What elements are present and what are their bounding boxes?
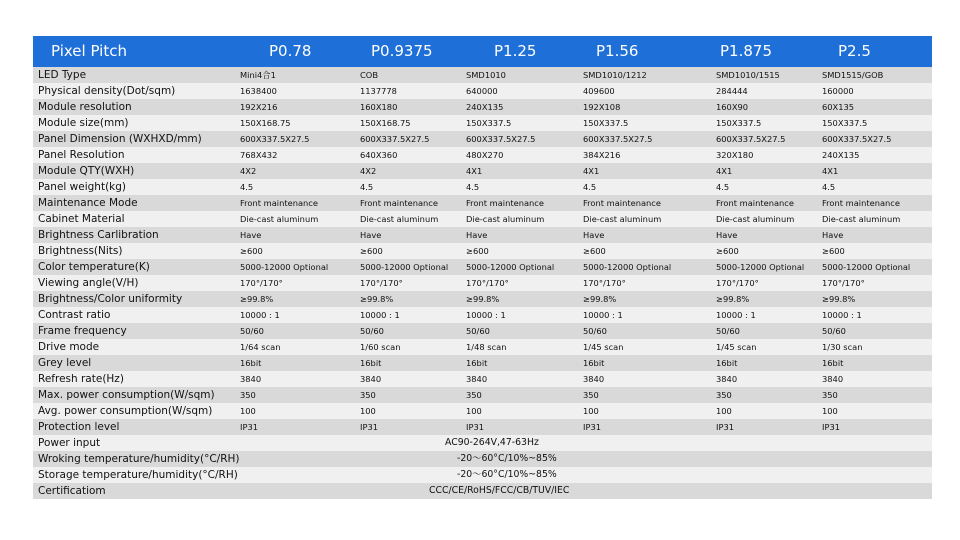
cell-value: IP31	[583, 422, 602, 432]
table-row	[33, 291, 932, 307]
cell-value: 170°/170°	[716, 278, 759, 288]
row-label: Refresh rate(Hz)	[38, 373, 124, 385]
cell-value: 384X216	[583, 150, 621, 160]
cell-value: 240X135	[822, 150, 860, 160]
table-row	[33, 419, 932, 435]
cell-value: Front maintenance	[822, 198, 900, 208]
cell-value: ≥99.8%	[360, 294, 394, 304]
cell-value: 3840	[466, 374, 488, 384]
cell-value: 4X2	[240, 166, 257, 176]
cell-value: 170°/170°	[360, 278, 403, 288]
table-row	[33, 323, 932, 339]
table-row	[33, 387, 932, 403]
cell-value: 4.5	[822, 182, 836, 192]
cell-value: 4.5	[583, 182, 597, 192]
row-label: Module size(mm)	[38, 117, 129, 129]
cell-value: 50/60	[583, 326, 607, 336]
cell-value: Front maintenance	[466, 198, 544, 208]
table-row	[33, 179, 932, 195]
cell-value: 60X135	[822, 102, 855, 112]
cell-value: SMD1010/1515	[716, 70, 780, 80]
cell-value: Front maintenance	[360, 198, 438, 208]
cell-value: IP31	[466, 422, 485, 432]
row-label: Power input	[38, 437, 101, 449]
cell-value: 170°/170°	[822, 278, 865, 288]
cell-value: Front maintenance	[583, 198, 661, 208]
spec-table	[33, 36, 932, 499]
row-label: Maintenance Mode	[38, 197, 138, 209]
cell-value: Front maintenance	[716, 198, 794, 208]
cell-value: SMD1010/1212	[583, 70, 647, 80]
cell-value: 350	[360, 390, 376, 400]
table-row-merged	[33, 483, 932, 499]
cell-value: 600X337.5X27.5	[360, 134, 430, 144]
table-row	[33, 131, 932, 147]
cell-value: 16bit	[822, 358, 844, 368]
cell-value: ≥99.8%	[822, 294, 856, 304]
cell-value: 4.5	[240, 182, 254, 192]
cell-value: 16bit	[360, 358, 382, 368]
cell-value: 350	[240, 390, 256, 400]
cell-value: Die-cast aluminum	[822, 214, 901, 224]
row-label: Panel Resolution	[38, 149, 125, 161]
cell-value: 350	[466, 390, 482, 400]
cell-value: 100	[466, 406, 482, 416]
table-row	[33, 307, 932, 323]
cell-value: 10000 : 1	[240, 310, 280, 320]
table-row	[33, 227, 932, 243]
cell-value: Die-cast aluminum	[360, 214, 439, 224]
cell-value: Have	[822, 230, 844, 240]
cell-value: 192X216	[240, 102, 278, 112]
cell-value: 10000 : 1	[822, 310, 862, 320]
cell-value: 320X180	[716, 150, 754, 160]
cell-value: 3840	[360, 374, 382, 384]
cell-value: 170°/170°	[583, 278, 626, 288]
cell-value: Die-cast aluminum	[716, 214, 795, 224]
row-label: Grey level	[38, 357, 92, 369]
cell-value: 100	[583, 406, 599, 416]
cell-value: 160000	[822, 86, 854, 96]
cell-value: 192X108	[583, 102, 621, 112]
cell-value: ≥600	[466, 246, 489, 256]
row-label: Brightness(Nits)	[38, 245, 123, 257]
row-label: Cabinet Material	[38, 213, 125, 225]
table-row	[33, 403, 932, 419]
merged-value: -20～60°C/10%~85%	[457, 453, 557, 464]
cell-value: 50/60	[822, 326, 846, 336]
cell-value: Front maintenance	[240, 198, 318, 208]
cell-value: 240X135	[466, 102, 504, 112]
cell-value: 600X337.5X27.5	[240, 134, 310, 144]
cell-value: IP31	[360, 422, 379, 432]
row-label: Physical density(Dot/sqm)	[38, 85, 176, 97]
table-row	[33, 195, 932, 211]
cell-value: 1/48 scan	[466, 342, 507, 352]
row-label: Module QTY(WXH)	[38, 165, 135, 177]
cell-value: 16bit	[240, 358, 262, 368]
row-label: Drive mode	[38, 341, 100, 353]
header-pitch-6: P2.5	[838, 42, 871, 60]
row-label: Frame frequency	[38, 325, 127, 337]
cell-value: 5000-12000 Optional	[583, 262, 672, 272]
table-row-merged	[33, 451, 932, 467]
table-row	[33, 243, 932, 259]
cell-value: 5000-12000 Optional	[466, 262, 555, 272]
cell-value: Have	[240, 230, 262, 240]
row-label: Contrast ratio	[38, 309, 111, 321]
cell-value: 100	[360, 406, 376, 416]
row-label: Panel Dimension (WXHXD/mm)	[38, 133, 202, 145]
header-pitch-1: P0.78	[269, 42, 312, 60]
table-row	[33, 67, 932, 83]
row-label: Color temperature(K)	[38, 261, 150, 273]
cell-value: 170°/170°	[240, 278, 283, 288]
cell-value: Die-cast aluminum	[583, 214, 662, 224]
cell-value: 4.5	[466, 182, 480, 192]
cell-value: 150X337.5	[466, 118, 512, 128]
cell-value: 1/45 scan	[716, 342, 757, 352]
row-label: Viewing angle(V/H)	[38, 277, 139, 289]
cell-value: 50/60	[240, 326, 264, 336]
table-header	[33, 36, 932, 67]
cell-value: 5000-12000 Optional	[822, 262, 911, 272]
cell-value: 1137778	[360, 86, 397, 96]
cell-value: 150X337.5	[716, 118, 762, 128]
cell-value: 600X337.5X27.5	[716, 134, 786, 144]
cell-value: 50/60	[466, 326, 490, 336]
row-label: Brightness Carlibration	[38, 229, 159, 241]
cell-value: 4X1	[583, 166, 600, 176]
cell-value: 5000-12000 Optional	[716, 262, 805, 272]
cell-value: SMD1010	[466, 70, 506, 80]
cell-value: 4.5	[716, 182, 730, 192]
cell-value: 150X168.75	[360, 118, 411, 128]
header-pitch-2: P0.9375	[371, 42, 433, 60]
cell-value: Have	[360, 230, 382, 240]
row-label: Panel weight(kg)	[38, 181, 127, 193]
cell-value: 600X337.5X27.5	[466, 134, 536, 144]
table-row	[33, 371, 932, 387]
header-pitch-3: P1.25	[494, 42, 537, 60]
table-row	[33, 339, 932, 355]
cell-value: 284444	[716, 86, 748, 96]
cell-value: Have	[583, 230, 605, 240]
cell-value: ≥600	[822, 246, 845, 256]
cell-value: 10000 : 1	[583, 310, 623, 320]
table-row	[33, 99, 932, 115]
cell-value: IP31	[822, 422, 841, 432]
table-row	[33, 211, 932, 227]
cell-value: 5000-12000 Optional	[240, 262, 329, 272]
header-pitch-5: P1.875	[720, 42, 772, 60]
table-row	[33, 259, 932, 275]
cell-value: 600X337.5X27.5	[822, 134, 892, 144]
cell-value: ≥99.8%	[240, 294, 274, 304]
cell-value: 409600	[583, 86, 615, 96]
cell-value: 480X270	[466, 150, 504, 160]
row-label: LED Type	[38, 69, 87, 81]
cell-value: 1/30 scan	[822, 342, 863, 352]
cell-value: 100	[240, 406, 256, 416]
cell-value: ≥99.8%	[716, 294, 750, 304]
cell-value: Mini4合1	[240, 70, 276, 80]
cell-value: ≥600	[583, 246, 606, 256]
row-label: Certificatiom	[38, 485, 106, 497]
cell-value: 1/45 scan	[583, 342, 624, 352]
cell-value: 150X337.5	[583, 118, 629, 128]
cell-value: ≥99.8%	[466, 294, 500, 304]
cell-value: 1638400	[240, 86, 277, 96]
merged-value: CCC/CE/RoHS/FCC/CB/TUV/IEC	[429, 485, 570, 496]
cell-value: 3840	[716, 374, 738, 384]
cell-value: 3840	[822, 374, 844, 384]
row-label: Protection level	[38, 421, 120, 433]
cell-value: 4.5	[360, 182, 374, 192]
cell-value: 350	[716, 390, 732, 400]
cell-value: 150X337.5	[822, 118, 868, 128]
cell-value: 16bit	[583, 358, 605, 368]
cell-value: IP31	[240, 422, 259, 432]
cell-value: Have	[716, 230, 738, 240]
merged-value: -20～60°C/10%~85%	[457, 469, 557, 480]
cell-value: 350	[822, 390, 838, 400]
cell-value: 3840	[583, 374, 605, 384]
cell-value: 100	[716, 406, 732, 416]
cell-value: 50/60	[716, 326, 740, 336]
table-row	[33, 115, 932, 131]
header-pitch-4: P1.56	[596, 42, 639, 60]
cell-value: 10000 : 1	[360, 310, 400, 320]
cell-value: 150X168.75	[240, 118, 291, 128]
cell-value: 160X180	[360, 102, 398, 112]
cell-value: 350	[583, 390, 599, 400]
cell-value: Die-cast aluminum	[466, 214, 545, 224]
row-label: Wroking temperature/humidity(°C/RH)	[38, 453, 240, 465]
cell-value: 640000	[466, 86, 498, 96]
table-row	[33, 163, 932, 179]
cell-value: ≥600	[240, 246, 263, 256]
row-label: Max. power consumption(W/sqm)	[38, 389, 215, 401]
cell-value: 600X337.5X27.5	[583, 134, 653, 144]
cell-value: 1/60 scan	[360, 342, 401, 352]
header-label: Pixel Pitch	[51, 42, 127, 60]
cell-value: 50/60	[360, 326, 384, 336]
cell-value: SMD1515/GOB	[822, 70, 884, 80]
cell-value: 4X2	[360, 166, 377, 176]
table-body	[33, 67, 932, 499]
table-row	[33, 147, 932, 163]
table-row	[33, 275, 932, 291]
cell-value: 100	[822, 406, 838, 416]
cell-value: 4X1	[822, 166, 839, 176]
row-label: Module resolution	[38, 101, 132, 113]
merged-value: AC90-264V,47-63Hz	[445, 437, 539, 448]
cell-value: 16bit	[466, 358, 488, 368]
cell-value: ≥600	[716, 246, 739, 256]
cell-value: ≥600	[360, 246, 383, 256]
cell-value: 10000 : 1	[466, 310, 506, 320]
cell-value: 5000-12000 Optional	[360, 262, 449, 272]
table-row-merged	[33, 435, 932, 451]
cell-value: 3840	[240, 374, 262, 384]
table-row-merged	[33, 467, 932, 483]
cell-value: 160X90	[716, 102, 749, 112]
row-label: Storage temperature/humidity(°C/RH)	[38, 469, 238, 481]
cell-value: 4X1	[716, 166, 733, 176]
cell-value: 4X1	[466, 166, 483, 176]
cell-value: 768X432	[240, 150, 278, 160]
cell-value: Have	[466, 230, 488, 240]
cell-value: IP31	[716, 422, 735, 432]
cell-value: 170°/170°	[466, 278, 509, 288]
cell-value: 1/64 scan	[240, 342, 281, 352]
cell-value: 640X360	[360, 150, 398, 160]
cell-value: ≥99.8%	[583, 294, 617, 304]
row-label: Brightness/Color uniformity	[38, 293, 183, 305]
cell-value: 16bit	[716, 358, 738, 368]
cell-value: 10000 : 1	[716, 310, 756, 320]
table-row	[33, 355, 932, 371]
row-label: Avg. power consumption(W/sqm)	[38, 405, 213, 417]
cell-value: Die-cast aluminum	[240, 214, 319, 224]
table-row	[33, 83, 932, 99]
cell-value: COB	[360, 70, 379, 80]
